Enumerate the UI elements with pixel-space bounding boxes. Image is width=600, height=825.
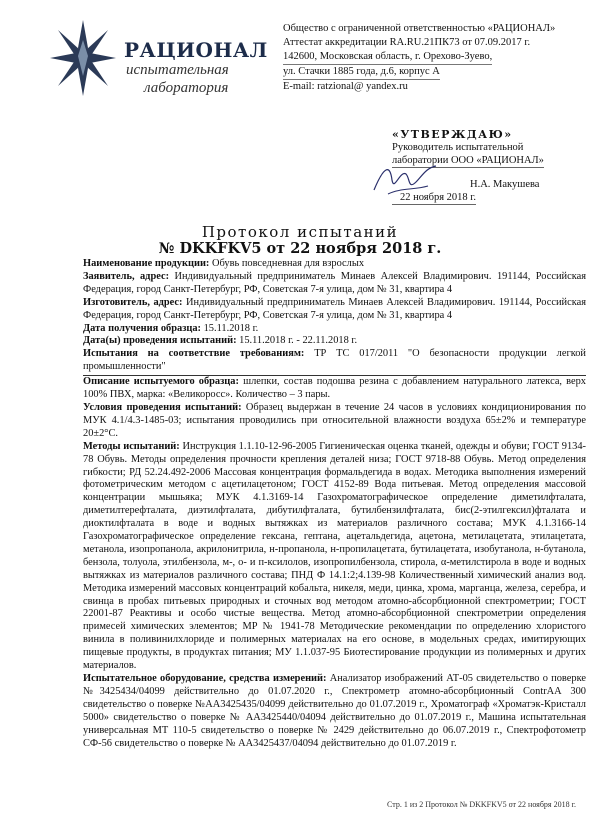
field-test-conditions: Условия проведения испытаний: Образец выдержан в течение 24 часов в условиях кондиционирования по МУК 4.1/4.3-1485-03; испытания проводились при относительной влажности воздуха 65±2% и температуре 20±2°С. — [83, 401, 586, 439]
approval-signer: Н.А. Макушева — [470, 179, 540, 190]
protocol-title: Протокол испытаний — [201, 223, 399, 241]
org-email: E-mail: ratzional@ yandex.ru — [283, 81, 408, 92]
handwritten-signature — [370, 160, 440, 200]
field-receipt-date: Дата получения образца: 15.11.2018 г. — [83, 322, 259, 334]
logo-subtitle-1: испытательная — [126, 62, 229, 78]
logo-name: РАЦИОНАЛ — [124, 38, 268, 62]
field-product: Наименование продукции: Обувь повседневная для взрослых — [83, 258, 365, 269]
field-sample-description: Описание испытуемого образца: шлепки, состав подошва резина с добавлением натурального латекса, верх 100% ПВХ, марка: «Великоросс». Количество – 3 пары. — [83, 376, 586, 401]
field-test-dates: Дата(ы) проведения испытаний: 15.11.2018 г. - 22.11.2018 г. — [83, 335, 358, 347]
protocol-number: № DKKFKV5 от 22 ноября 2018 г. — [158, 240, 442, 257]
lab-logo — [48, 18, 283, 103]
page-footer: Стр. 1 из 2 Протокол № DKKFKV5 от 22 ноября 2018 г. — [387, 800, 576, 809]
field-manufacturer: Изготовитель, адрес: Индивидуальный предприниматель Минаев Алексей Владимирович. 191144, Российская Федерация, город Санкт-Петербург, РФ, Советская 7-я улица, дом № 31, квартира 4 — [83, 296, 586, 321]
approval-title: «УТВЕРЖДАЮ» — [392, 128, 513, 141]
approval-role-2: лаборатории ООО «РАЦИОНАЛ» — [392, 155, 544, 166]
org-name: Общество с ограниченной ответственностью «РАЦИОНАЛ» — [283, 23, 556, 34]
logo-subtitle-2: лаборатория — [144, 80, 229, 96]
field-equipment: Испытательное оборудование, средства измерений: Анализатор изображений АТ-05 свидетельство о поверке №3425434/04099 действительно до 01.07.2020 г., Спектрометр атомно-абсорбционный ContrAA 300 свидетельство о поверке №АА3425435/04099 действительно до 01.07.2019 г., Хроматограф «Хроматэк-Кристалл 5000» свидетельство о поверке № АА3425440/04094 действительно до 01.07.2019 г., Машина испытательная универсальная МТ 110-5 свидетельство о поверке № 2429 действительно до 06.07.2019 г., Спектрофотометр СФ-56 свидетельство о поверке № АА3425437/04094 действительно до 01.07.2019 г. — [83, 673, 586, 749]
field-applicant: Заявитель, адрес: Индивидуальный предприниматель Минаев Алексей Владимирович. 191144, Российская Федерация, город Санкт-Петербург, РФ, Советская 7-я улица, дом № 31, квартира 4 — [83, 270, 586, 295]
logo-star-icon — [48, 18, 118, 98]
org-accreditation: Аттестат аккредитации RA.RU.21ПК73 от 07.09.2017 г. — [283, 37, 531, 48]
organization-info — [283, 22, 583, 94]
protocol-body — [83, 258, 586, 750]
approval-role-1: Руководитель испытательной — [392, 142, 524, 153]
field-requirements: Испытания на соответствие требованиям: ТР ТС 017/2011 "О безопасности продукции легкой промышленности" — [83, 348, 586, 373]
org-address-1: 142600, Московская область, г. Орехово-Зуево, — [283, 50, 492, 65]
approval-date: 22 ноября 2018 г. — [392, 191, 476, 205]
org-address-2: ул. Стачки 1885 года, д.6, корпус А — [283, 65, 440, 80]
field-test-methods: Методы испытаний: Инструкция 1.1.10-12-96-2005 Гигиеническая оценка тканей, одежды и обуви; ГОСТ 9134-78 Обувь. Методы определения прочности крепления деталей низа; ГОСТ 9718-88 Обувь. Метод определения гибкости; РД 52.24.492-2006 Массовая концентрация формальдегида в водах. Методика выполнения измерений фотометрическим методом с ацетилацетоном; ГОСТ 4152-89 Вода питьевая. Метод определения массовой концентрации мышьяка; МУК 4.1.3169-14 Газохроматографическое определение диметилфталата, диметилтерефталата, диэтилфталата, дибутилфталата, бутилбензилфталата, бис(2-этилгексил)фталата и диоктилфталата в воде и водных вытяжках из материалов различного состава; МУК 4.1.3166-14 Газохроматографическое определение гексана, гептана, ацетальдегида, ацетона, метилацетата, этилацетата, метанола, изопропанола, акрилонитрила, н-пропанола, н-пропилацетата, бутилацетата, изобутанола, н-бутанола, бензола, толуола, этилбензола, м-, о- и п-ксилолов, изопропилбензола, стирола, α-метилстирола в воде и водных вытяжках из материалов различного состава; ПНД Ф 14.1:2;4.139-98 Количественный химический анализ вод. Методика измерений массовых концентраций кобальта, никеля, меди, цинка, хрома, марганца, железа, серебра, и свинца в пробах питьевых природных и сточных вод методом атомно-абсорбционной спектрометрии; ГОСТ 22001-87 Реактивы и особо чистые вещества. Метод атомно-абсорбционной спектрометрии определения примесей химических элементов; МР № 1941-78 Методические рекомендации по определению хлористого винила в поливинилхлориде и полимерных материалах на его основе, в модельных средах, имитирующих пищевые продукты, в продуктах питания; МУ 1.1.037-95 Биотестирование продукции из полимерных и других материалов. — [83, 440, 586, 672]
